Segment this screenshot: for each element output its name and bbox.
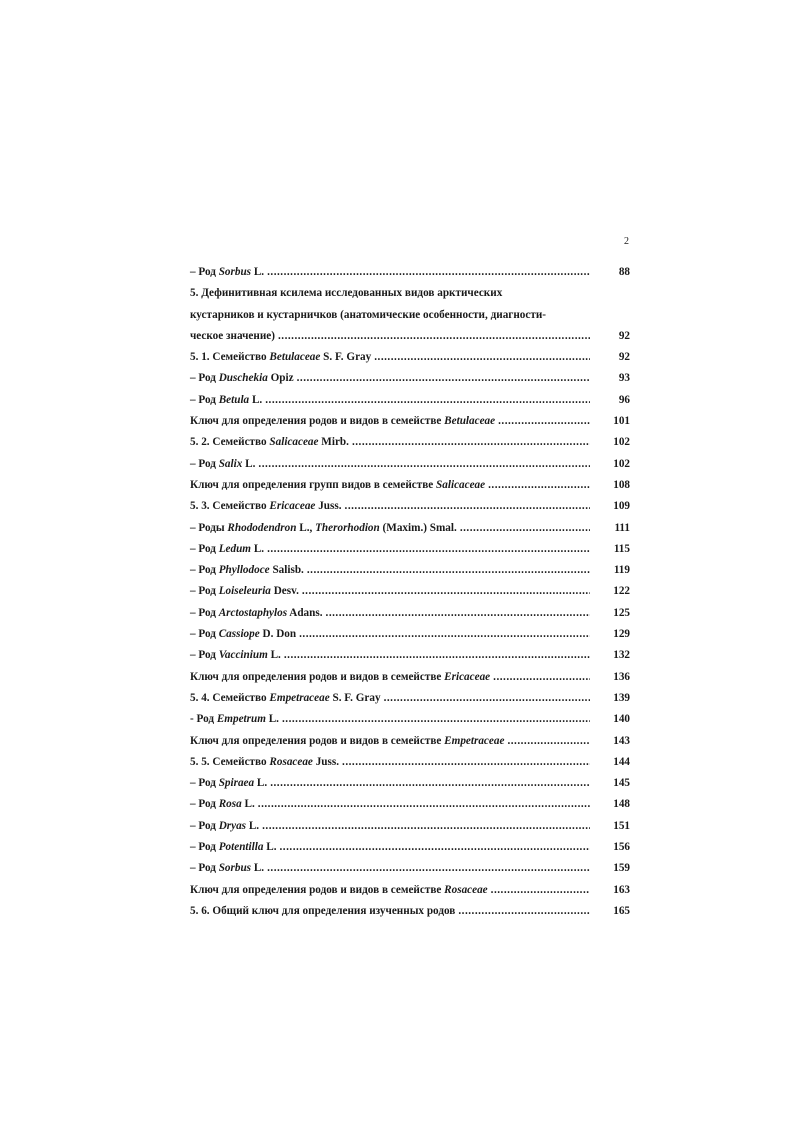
toc-entry-title-text: S. F. Gray	[329, 691, 381, 704]
toc-entry-title-text: – Род	[190, 798, 219, 811]
toc-entry-page: 145	[613, 777, 630, 790]
toc-entry-title	[190, 884, 488, 896]
toc-leader-dots	[262, 820, 590, 832]
toc-entry-title-italic: Rosa	[218, 798, 242, 811]
toc-entry-title-text: 5. 3. Семейство	[190, 500, 270, 513]
toc-entry-title	[190, 692, 381, 704]
toc-entry-title-text: (Maxim.) Smal.	[379, 521, 457, 534]
toc-entry-title-italic: Salix	[218, 457, 243, 470]
toc-entry-title-text: – Род	[190, 819, 219, 832]
toc-entry-title	[190, 500, 342, 512]
toc-entry-page: 111	[614, 521, 630, 534]
toc-entry-page: 140	[613, 713, 630, 726]
toc-entry-title	[190, 628, 296, 640]
toc-leader-dots	[491, 884, 590, 896]
toc-entry-title-text: L.	[241, 798, 255, 811]
toc-entry-page: 132	[613, 649, 630, 662]
toc-entry-title	[190, 394, 262, 406]
toc-entry-title-italic: Duschekia	[218, 372, 268, 385]
toc-leader-dots	[352, 436, 590, 448]
toc-entry	[190, 735, 630, 756]
toc-leader-dots	[280, 841, 591, 853]
toc-entry-title-text: – Род	[190, 585, 219, 598]
toc-entry-title-italic: Arctostaphylos	[218, 606, 288, 619]
toc-entry	[190, 820, 630, 841]
toc-leader-dots	[488, 479, 590, 491]
toc-entry-title-text: Salisb.	[269, 564, 304, 577]
toc-entry	[190, 692, 630, 713]
toc-entry	[190, 564, 630, 585]
toc-entry-page: 136	[613, 670, 630, 683]
toc-entry-title-text: S. F. Gray	[320, 351, 372, 364]
toc-entry	[190, 884, 630, 905]
toc-entry-page: 125	[613, 606, 630, 619]
toc-leader-dots	[299, 628, 590, 640]
toc-entry-title	[190, 372, 294, 384]
toc-entry-title-italic: Dryas	[218, 819, 247, 832]
toc-entry-title-italic: Empetrum	[216, 713, 266, 726]
toc-entry	[190, 458, 630, 479]
page-number: 2	[624, 236, 629, 247]
toc-entry-title-text: Desv.	[270, 585, 299, 598]
toc-entry-title-text: L.	[246, 819, 260, 832]
toc-entry-title-italic: Ericaceae	[444, 670, 491, 683]
toc-leader-dots	[278, 330, 590, 342]
toc-entry-title-text: – Род	[190, 372, 219, 385]
toc-entry-title	[190, 585, 299, 597]
toc-entry-title-text: 5. 1. Семейство	[190, 351, 270, 364]
toc-entry-title	[190, 820, 259, 832]
toc-entry-title	[190, 735, 504, 747]
toc-entry	[190, 543, 630, 564]
toc-entry-page: 108	[613, 478, 630, 491]
toc-leader-dots	[258, 798, 590, 810]
toc-entry-title-italic: Empetraceae	[444, 734, 505, 747]
toc-entry-page: 122	[613, 585, 630, 598]
toc-entry-page: 156	[613, 841, 630, 854]
toc-leader-dots	[270, 777, 590, 789]
toc-entry-title	[190, 330, 275, 342]
toc-leader-dots	[267, 266, 590, 278]
toc-leader-dots	[345, 500, 590, 512]
toc-entry	[190, 905, 630, 926]
toc-entry	[190, 479, 630, 500]
toc-leader-dots	[507, 735, 590, 747]
toc-entry-title-text: – Род	[190, 841, 219, 854]
toc-entry	[190, 649, 630, 670]
table-of-contents	[190, 266, 630, 926]
toc-entry-title-text: L.	[251, 266, 265, 278]
toc-entry-title-text: L.	[251, 862, 265, 875]
toc-entry	[190, 777, 630, 798]
toc-entry	[190, 309, 630, 330]
toc-entry-title-italic: Loiseleuria	[218, 585, 271, 598]
toc-entry	[190, 671, 630, 692]
toc-entry-title-text: L.	[242, 457, 256, 470]
toc-entry-title-text: Mirb.	[318, 436, 349, 449]
toc-entry	[190, 330, 630, 351]
toc-entry-title	[190, 543, 264, 555]
toc-entry-title-text: 5. 2. Семейство	[190, 436, 270, 449]
toc-entry-title-text: Ключ для определения родов и видов в семействе	[190, 670, 445, 683]
toc-entry-title-italic: Betulaceae	[269, 351, 321, 364]
toc-entry-title-italic: Betula	[218, 393, 250, 406]
toc-entry-title-text: 5. 5. Семейство	[190, 755, 270, 768]
toc-entry-title-text: Ключ для определения групп видов в семействе	[190, 478, 437, 491]
toc-entry	[190, 798, 630, 819]
toc-entry-title-italic: Ledum	[218, 542, 252, 555]
toc-entry-page: 151	[613, 819, 630, 832]
toc-leader-dots	[498, 415, 590, 427]
toc-leader-dots	[267, 543, 590, 555]
toc-entry-title-italic: Rosaceae	[444, 883, 488, 896]
toc-entry	[190, 607, 630, 628]
toc-entry-title	[190, 351, 371, 363]
toc-entry-title-text: 5. 6. Общий ключ для определения изученных родов	[190, 904, 456, 917]
toc-entry-title	[190, 777, 267, 789]
toc-entry-title-text: 5. Дефинитивная ксилема исследованных видов арктических	[190, 287, 503, 300]
toc-entry-page: 96	[618, 393, 630, 406]
toc-entry	[190, 756, 630, 777]
toc-entry-title	[190, 713, 279, 725]
toc-leader-dots	[458, 905, 590, 917]
toc-entry-title-text: – Род	[190, 457, 219, 470]
toc-entry-title	[190, 905, 455, 917]
toc-entry-title	[190, 522, 457, 534]
toc-entry-page: 119	[613, 564, 630, 577]
toc-entry-title-text: Ключ для определения родов и видов в семействе	[190, 734, 445, 747]
toc-entry-title-text: 5. 4. Семейство	[190, 691, 270, 704]
toc-entry-title-text: Ключ для определения родов и видов в семействе	[190, 883, 445, 896]
toc-entry-title-italic: Sorbus	[218, 862, 252, 875]
toc-leader-dots	[374, 351, 590, 363]
toc-entry-title-italic: Spiraea	[218, 777, 255, 790]
toc-entry-title-text: Adans.	[287, 606, 323, 619]
toc-entry-title-text: Juss.	[312, 755, 340, 768]
toc-entry-page: 144	[613, 755, 630, 768]
toc-entry-title-text: – Род	[190, 777, 219, 790]
toc-entry-title-text: ческое значение)	[190, 329, 275, 342]
toc-entry-page: 163	[613, 883, 630, 896]
toc-entry-page: 102	[613, 436, 630, 449]
toc-entry	[190, 585, 630, 606]
toc-entry-title-text: – Род	[190, 606, 219, 619]
toc-entry-page: 148	[613, 798, 630, 811]
toc-entry	[190, 628, 630, 649]
toc-entry	[190, 500, 630, 521]
toc-entry-title-text: - Род	[190, 713, 217, 726]
toc-entry-title-italic: Potentilla	[218, 841, 264, 854]
toc-leader-dots	[284, 649, 590, 661]
toc-entry-title-text: – Роды	[190, 521, 228, 534]
toc-entry-title	[190, 415, 495, 427]
toc-entry-page: 165	[613, 904, 630, 917]
toc-leader-dots	[384, 692, 590, 704]
toc-entry	[190, 862, 630, 883]
toc-entry-page: 109	[613, 500, 630, 513]
toc-entry-page: 143	[613, 734, 630, 747]
toc-entry-title-text: L.	[263, 841, 277, 854]
toc-entry-title	[190, 607, 323, 619]
toc-entry	[190, 287, 630, 308]
toc-entry-title-text: L.,	[296, 521, 316, 534]
toc-entry-title-italic: Rhododendron	[227, 521, 297, 534]
toc-entry-title-italic: Phyllodoce	[218, 564, 270, 577]
toc-entry-title-italic: Salicaceae	[436, 478, 486, 491]
toc-entry-title-text: – Род	[190, 542, 219, 555]
toc-entry-title	[190, 287, 590, 299]
toc-leader-dots	[265, 394, 590, 406]
toc-leader-dots	[267, 862, 590, 874]
toc-entry	[190, 522, 630, 543]
toc-entry-title	[190, 756, 339, 768]
toc-entry-title-italic: Vaccinium	[218, 649, 268, 662]
toc-entry-page: 139	[613, 691, 630, 704]
toc-entry-title	[190, 798, 255, 810]
toc-entry	[190, 415, 630, 436]
toc-entry-title	[190, 266, 264, 278]
toc-entry-title	[190, 841, 277, 853]
toc-entry-title	[190, 479, 485, 491]
toc-entry-page: 159	[613, 862, 630, 875]
toc-entry-page: 93	[618, 372, 630, 385]
toc-leader-dots	[326, 607, 590, 619]
toc-entry-page: 102	[613, 457, 630, 470]
toc-entry-title	[190, 671, 490, 683]
toc-entry-title-italic: Sorbus	[218, 266, 252, 278]
toc-entry-title	[190, 309, 590, 321]
toc-entry-title-text: – Род	[190, 649, 219, 662]
toc-entry-title-text: L.	[251, 542, 265, 555]
toc-entry	[190, 394, 630, 415]
toc-entry-title-italic: Salicaceae	[269, 436, 319, 449]
toc-entry	[190, 266, 630, 287]
toc-entry-title-text: кустарников и кустарничков (анатомические особенности, диагности-	[190, 308, 547, 321]
toc-entry-page: 92	[618, 351, 630, 364]
toc-entry	[190, 351, 630, 372]
toc-leader-dots	[307, 564, 590, 576]
toc-entry-title-text: – Род	[190, 393, 219, 406]
toc-entry-title-text: – Род	[190, 628, 219, 641]
toc-entry-title-text: Ключ для определения родов и видов в семействе	[190, 415, 445, 428]
toc-entry-title-text: Opiz	[267, 372, 294, 385]
toc-entry-title-text: L.	[249, 393, 263, 406]
toc-leader-dots	[493, 671, 590, 683]
toc-entry-title-text: L.	[267, 649, 281, 662]
toc-entry-title-text: – Род	[190, 564, 219, 577]
toc-entry-title-italic: Therorhodion	[315, 521, 380, 534]
toc-leader-dots	[460, 522, 590, 534]
toc-entry	[190, 372, 630, 393]
toc-entry-title	[190, 458, 255, 470]
toc-entry-title	[190, 862, 264, 874]
toc-entry-title-italic: Ericaceae	[269, 500, 316, 513]
toc-entry-page: 88	[618, 266, 630, 278]
toc-leader-dots	[297, 372, 590, 384]
toc-entry-title	[190, 436, 349, 448]
toc-leader-dots	[302, 585, 590, 597]
toc-entry-title-italic: Betulaceae	[444, 415, 496, 428]
toc-leader-dots	[282, 713, 590, 725]
toc-entry	[190, 436, 630, 457]
toc-leader-dots	[342, 756, 590, 768]
toc-entry-page: 92	[618, 329, 630, 342]
toc-entry-title	[190, 564, 304, 576]
toc-entry-page: 101	[613, 415, 630, 428]
toc-entry-page: 129	[613, 628, 630, 641]
toc-entry-title-text: L.	[265, 713, 279, 726]
toc-entry-title-text: – Род	[190, 862, 219, 875]
toc-entry-title-italic: Cassiope	[218, 628, 260, 641]
toc-entry-title-text: – Род	[190, 266, 219, 278]
toc-entry	[190, 713, 630, 734]
toc-entry-title-text: D. Don	[259, 628, 297, 641]
toc-entry-title-text: Juss.	[315, 500, 342, 513]
toc-entry-page: 115	[613, 542, 630, 555]
toc-leader-dots	[258, 458, 590, 470]
toc-entry-title-italic: Empetraceae	[269, 691, 330, 704]
toc-entry-title-text: L.	[254, 777, 268, 790]
toc-entry-title-italic: Rosaceae	[269, 755, 313, 768]
toc-entry-title	[190, 649, 281, 661]
toc-entry	[190, 841, 630, 862]
